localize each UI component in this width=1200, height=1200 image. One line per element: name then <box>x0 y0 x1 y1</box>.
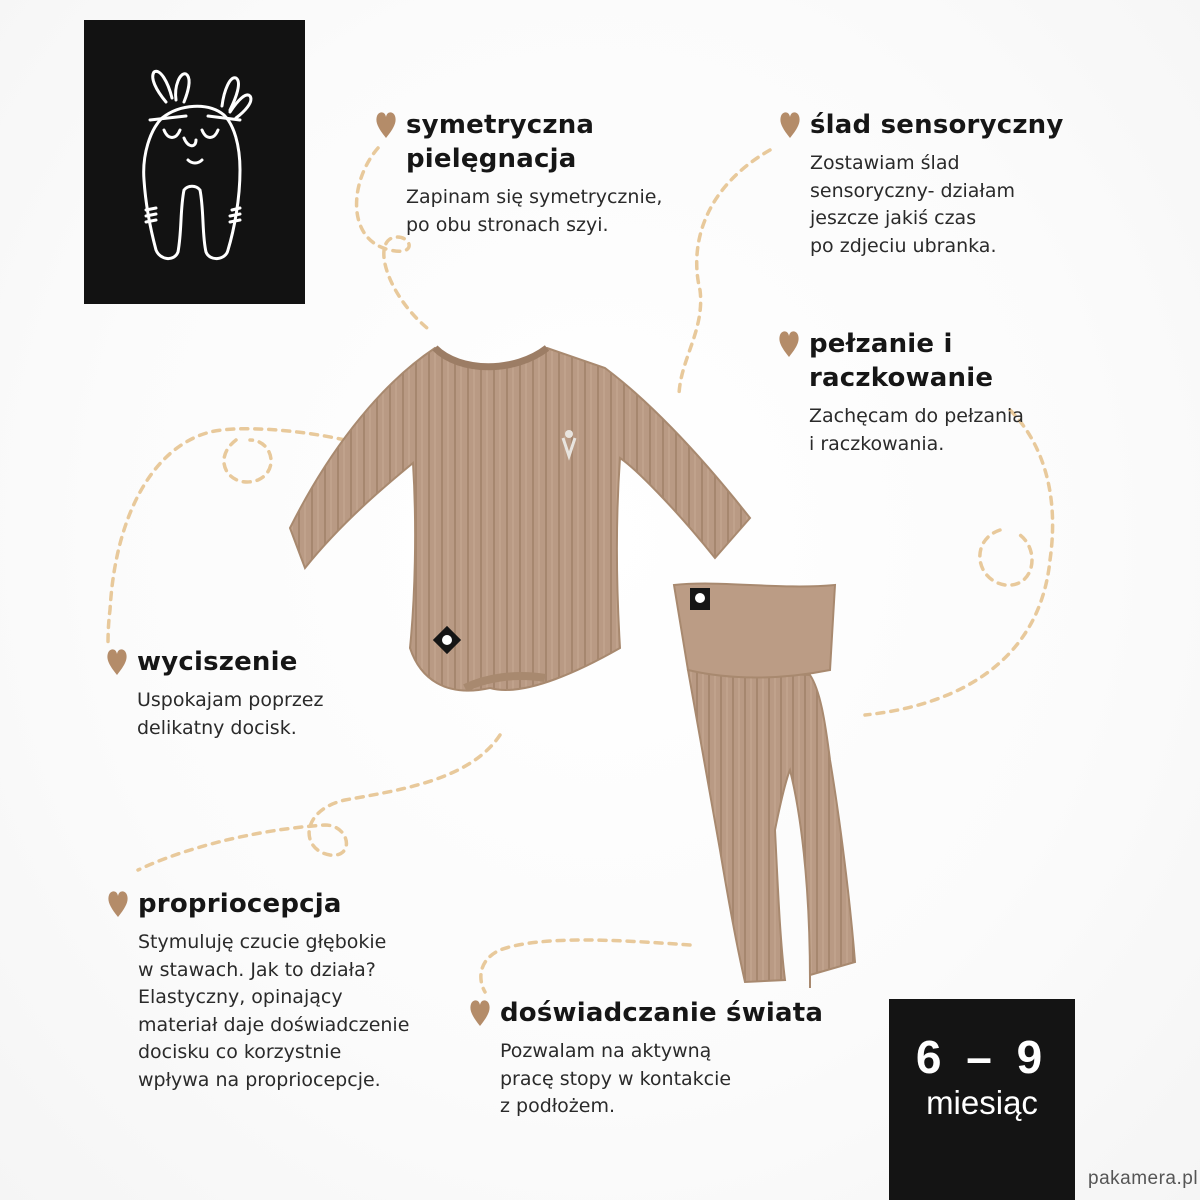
feature-title: doświadczanie świata <box>500 998 824 1028</box>
feature-description: Zachęcam do pełzania i raczkowania. <box>809 405 1024 455</box>
feature-description: Zostawiam ślad sensoryczny- działam jeszcze jakiś czas po zdjeciu ubranka. <box>810 152 1015 257</box>
dotted-path-bottom-center <box>481 940 690 992</box>
feature-symmetry <box>406 108 706 239</box>
feature-sensory <box>810 108 1110 260</box>
leggings-image <box>660 580 920 1000</box>
feature-calming <box>137 645 397 742</box>
dotted-loop-right <box>980 530 1032 585</box>
age-range: 6 – 9 <box>915 1031 1049 1083</box>
brand-tag-leggings <box>690 588 710 610</box>
dotted-path-bottom-left <box>138 735 500 870</box>
feature-proprioception <box>138 887 448 1094</box>
age-unit: miesiąc <box>926 1084 1038 1121</box>
feature-description: Zapinam się symetrycznie, po obu stronach szyi. <box>406 186 663 236</box>
heart-icon <box>777 329 801 359</box>
dotted-loop-left <box>224 440 271 482</box>
feature-description: Stymuluję czucie głębokie w stawach. Jak to działa? Elastyczny, opinający materiał daje doświadczenie docisku co korzystnie wpływa na propriocepcje. <box>138 931 410 1091</box>
feature-crawling <box>809 327 1139 458</box>
age-badge <box>889 999 1075 1200</box>
brand-logo-box <box>84 20 305 304</box>
feature-title: propriocepcja <box>138 889 342 919</box>
heart-icon <box>374 110 398 140</box>
heart-icon <box>105 647 129 677</box>
bunny-character-icon <box>84 20 305 304</box>
feature-description: Pozwalam na aktywną pracę stopy w kontakcie z podłożem. <box>500 1040 732 1117</box>
feature-title: wyciszenie <box>137 647 298 677</box>
feature-experiencing-world <box>500 996 830 1121</box>
feature-title: symetryczna pielęgnacja <box>406 110 595 174</box>
heart-icon <box>106 889 130 919</box>
watermark: pakamera.pl <box>1088 1168 1199 1189</box>
heart-icon <box>468 998 492 1028</box>
feature-description: Uspokajam poprzez delikatny docisk. <box>137 689 324 739</box>
feature-title: ślad sensoryczny <box>810 110 1064 140</box>
feature-title: pełzanie i raczkowanie <box>809 329 994 393</box>
heart-icon <box>778 110 802 140</box>
